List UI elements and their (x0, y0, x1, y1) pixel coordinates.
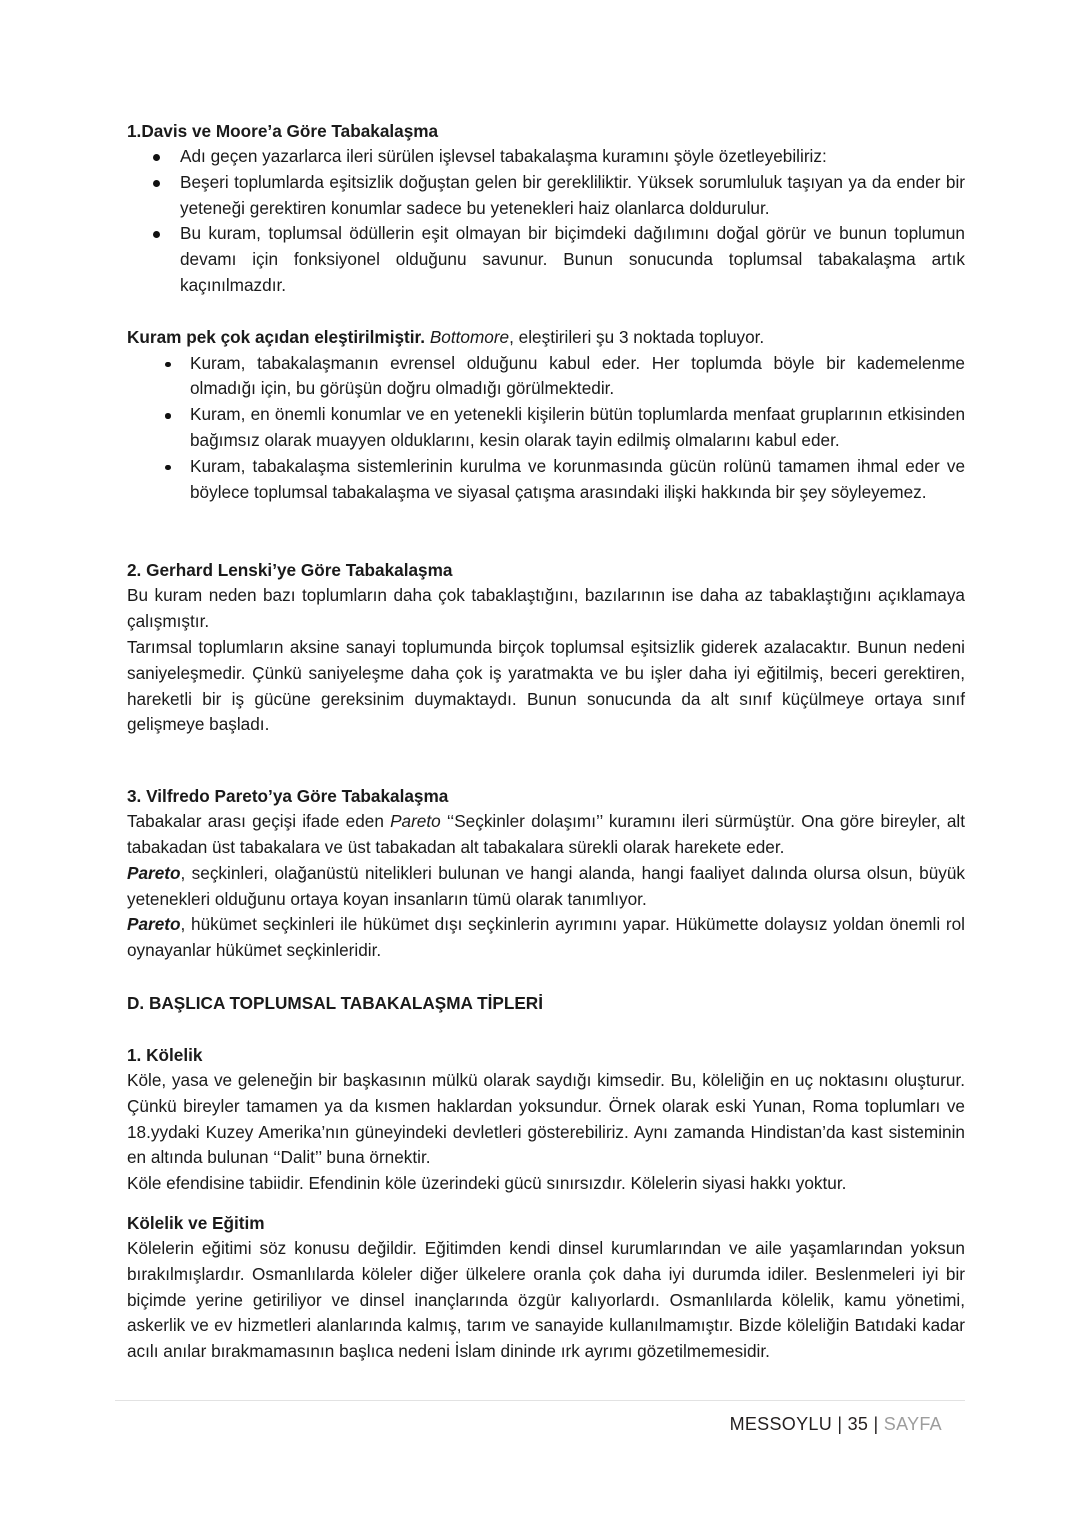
kolelik-paragraph-2: Köle efendisine tabiidir. Efendinin köle üzerindeki gücü sınırsızdır. Kölelerin siyasi hakkı yoktur. (127, 1173, 847, 1194)
page-footer (115, 1400, 965, 1435)
spacer (127, 505, 965, 557)
heading-gerhard-lenski: 2. Gerhard Lenski’ye Göre Tabakalaşma (127, 560, 453, 581)
pareto-p1-italic: Pareto (390, 811, 441, 832)
spacer (127, 964, 965, 990)
heading-vilfredo-pareto: 3. Vilfredo Pareto’ya Göre Tabakalaşma (127, 786, 449, 807)
footer-separator-2: | (868, 1414, 884, 1434)
heading-kolelik: 1. Kölelik (127, 1044, 203, 1065)
kolelik-egitim-paragraph-1: Kölelerin eğitimi söz konusu değildir. Eğitimden kendi dinsel kurumlarından ve aile yaşamlarından yoksun bırakılmışlardır. Osmanlılarda köleler diğer ülkelere oranla çok daha iyi durumda idiler. Beslenmeleri iyi bir biçimde yerine getiriliyor ve dinsel inançlarında özgür kalıyorlardı. Osmanlılarda kölelik, kamu yönetimi, askerlik ve ev hizmetleri alanlarında kalmış, tarım ve sanayide kullanılmamıştır. Bizde köleliğin Batıdaki kadar acılı anılar bırakmamasının başlıca nedeni İslam dininde ırk ayrımı gözetilmemesidir. (127, 1237, 965, 1362)
heading-kolelik-ve-egitim: Kölelik ve Eğitim (127, 1212, 265, 1233)
heading-section-d: D. BAŞLICA TOPLUMSAL TABAKALAŞMA TİPLERİ (127, 992, 543, 1013)
pareto-p2-bolditalic: Pareto (127, 862, 181, 883)
pareto-paragraph-1 (127, 809, 965, 861)
spacer (127, 299, 965, 325)
lenski-paragraph-1: Bu kuram neden bazı toplumların daha çok tabaklaştığını, bazılarının ise daha az tabaklaştığını açıklamaya çalışmıştır. (127, 585, 965, 632)
heading-davis-moore: 1.Davis ve Moore’a Göre Tabakalaşma (127, 121, 439, 141)
footer-divider (115, 1400, 965, 1401)
pareto-paragraph-2 (127, 861, 965, 913)
list-item: Bu kuram, toplumsal ödüllerin eşit olmayan bir biçimdeki dağılımını doğal görür ve bunun toplumun devamı için fonksiyonel olduğunu savunur. Bunun sonucunda toplumsal tabakalaşma artık kaçınılmazdır. (127, 221, 965, 298)
footer-separator-1: | (832, 1414, 848, 1434)
pareto-p1-text-b: ‘‘Seçkinler dolaşımı’’ kuramını ileri sürmüştür. Ona göre bireyler, alt tabakadan üst tabakalara ve üst tabakadan alt tabakalara sürekli olarak harekete eder. (127, 811, 965, 857)
critique-lead-paragraph (127, 325, 965, 351)
pareto-p1-text-a: Tabakalar arası geçişi ifade eden (127, 811, 391, 832)
critique-lead-bold: Kuram pek çok açıdan eleştirilmiştir. (127, 326, 426, 347)
spacer (127, 1197, 965, 1210)
davis-moore-bullet-list (127, 144, 965, 299)
list-item: Kuram, en önemli konumlar ve en yetenekli kişilerin bütün toplumlarda menfaat gruplarının etkisinden bağımsız olarak muayyen olduklarını, kesin olarak tayin edilmiş olmalarını kabul eder. (127, 402, 965, 454)
list-item: Kuram, tabakalaşmanın evrensel olduğunu kabul eder. Her toplumda böyle bir kademelenme olmadığı için, bu görüşün doğru olmadığı görülmektedir. (127, 351, 965, 403)
pareto-p2-rest: , seçkinleri, olağanüstü nitelikleri bulunan ve hangi alanda, hangi faaliyet dalında olursa olsun, büyük yetenekleri olduğunu ortaya koyan insanların tümü olarak tanımlıyor. (127, 862, 965, 909)
footer-brand: MESSOYLU (729, 1414, 833, 1434)
critique-bullet-list (127, 351, 965, 506)
footer-caption (115, 1414, 965, 1435)
footer-page-number: 35 (847, 1414, 869, 1434)
critique-lead-rest: , eleştirileri şu 3 noktada topluyor. (509, 326, 765, 347)
pareto-p3-rest: , hükümet seçkinleri ile hükümet dışı seçkinlerin ayrımını yapar. Hükümette dolaysız yoldan önemli rol oynayanlar hükümet seçkinleridir. (127, 914, 965, 961)
page-content (127, 118, 965, 1365)
pareto-p3-bolditalic: Pareto (127, 914, 181, 935)
lenski-paragraph-2: Tarımsal toplumların aksine sanayi toplumunda birçok toplumsal eşitsizlik giderek azalacaktır. Bunun nedeni saniyeleşmedir. Çünkü saniyeleşme daha çok iş yaratmakta ve bu işler daha iyi eğitilmiş, beceri gerektiren, hareketli bir iş gücüne gereksinim duymaktaydı. Bunun sonucunda da alt sınıf küçülmeye ortaya sınıf gelişmeye başladı. (127, 636, 965, 735)
kolelik-paragraph-1: Köle, yasa ve geleneğin bir başkasının mülkü olarak saydığı kimsedir. Bu, köleliğin en uç noktasını oluşturur. Çünkü bireyler tamamen ya da kısmen haklardan yoksundur. Örnek olarak eski Yunan, Roma toplumları ve 18.yydaki Kuzey Amerika’nın güneyindeki devletleri gösterebiliriz. Aynı zamanda Hindistan’da kast sisteminin en altında bulunan ‘‘Dalit’’ buna örnektir. (127, 1069, 965, 1168)
critique-author-italic: Bottomore (429, 326, 510, 347)
list-item: Beşeri toplumlarda eşitsizlik doğuştan gelen bir gerekliliktir. Yüksek sorumluluk taşıyan ya da ender bir yeteneği gerektiren konumlar sadece bu yetenekleri haiz olanlarca doldurulur. (127, 170, 965, 222)
spacer (127, 738, 965, 783)
footer-label: SAYFA (883, 1414, 942, 1434)
list-item: Kuram, tabakalaşma sistemlerinin kurulma ve korunmasında gücün rolünü tamamen ihmal eder ve böylece toplumsal tabakalaşma ve siyasal çatışma arasındaki ilişki hakkında bir şey söyleyemez. (127, 454, 965, 506)
list-item: Adı geçen yazarlarca ileri sürülen işlevsel tabakalaşma kuramını şöyle özetleyebiliriz: (127, 144, 965, 170)
spacer (127, 1016, 965, 1042)
pareto-paragraph-3 (127, 912, 965, 964)
